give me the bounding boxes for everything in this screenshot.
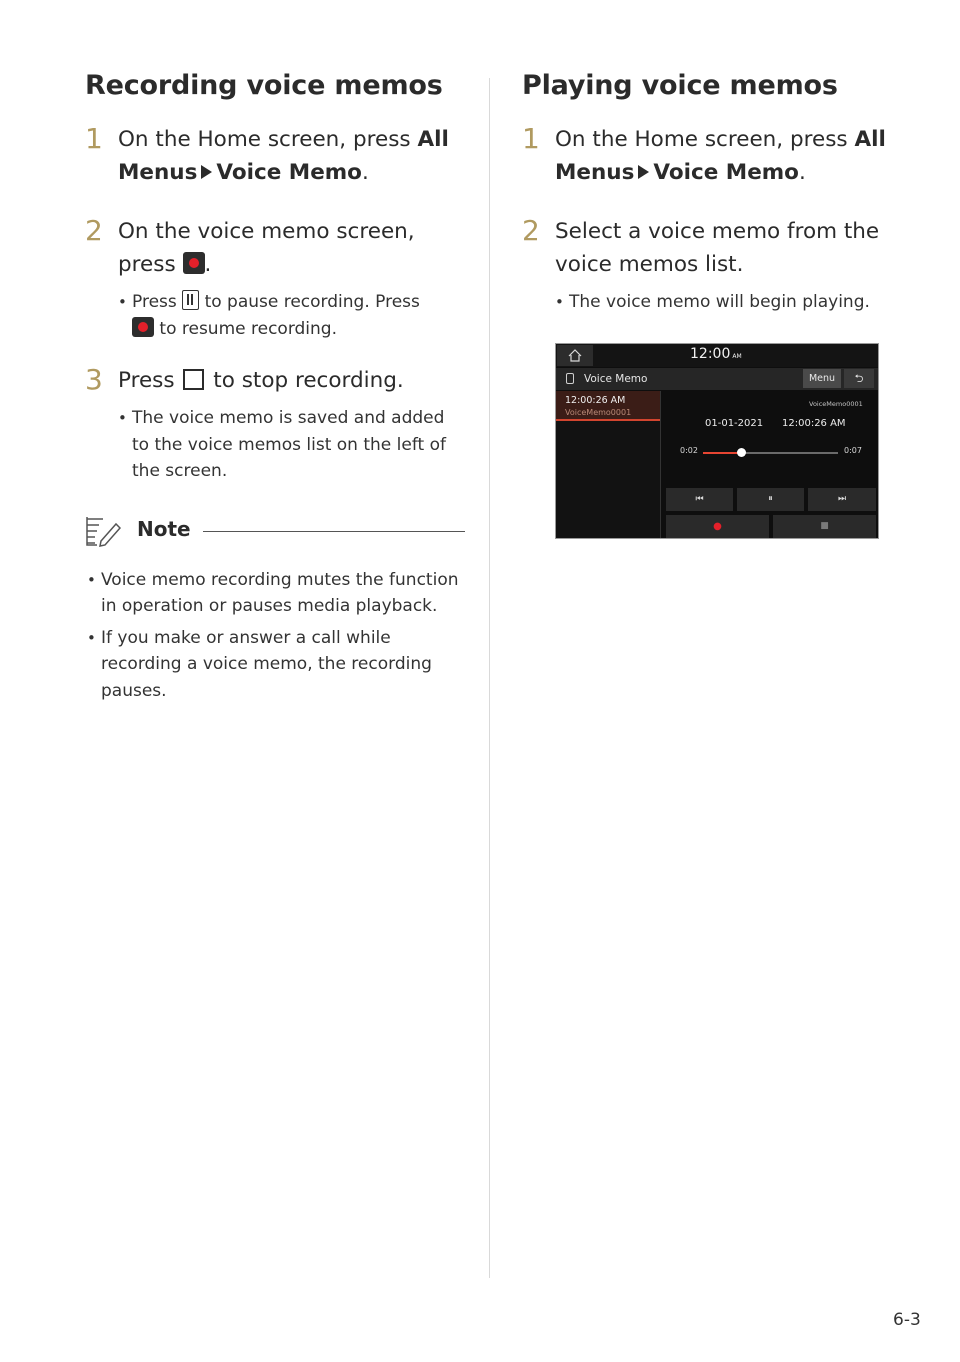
bullet-text: to resume recording. [159,318,338,339]
recording-step-2 [85,215,460,281]
memo-time: 12:00:26 AM [565,395,626,406]
step-number: 2 [522,214,540,247]
menu-path-menus: Menus [118,160,198,185]
progress-fill [703,452,741,454]
clock-time: 12:00 [690,346,731,362]
total-time: 0:07 [844,446,862,455]
title-bar [556,368,878,390]
clock [690,346,742,362]
pause-icon [182,290,199,310]
record-icon [183,252,205,274]
status-bar [556,344,878,367]
note-header [85,515,460,549]
list-item: • If you make or answer a call while recording a voice memo, the recording pauses. [85,625,460,705]
punctuation: . [798,160,806,185]
recording-step-2-bullets [85,289,460,342]
note-pencil-icon [85,515,121,547]
section-title-recording: Recording voice memos [85,70,443,101]
screen-title: Voice Memo [584,373,648,385]
progress-bar[interactable] [703,452,838,454]
punctuation: . [204,252,212,277]
stop-icon: ■ [820,521,829,531]
step-text: On the Home screen, press [555,127,855,152]
section-title-playing: Playing voice memos [522,70,838,101]
page-number: 6-3 [893,1310,921,1330]
step-text: On the voice memo screen, [118,219,415,244]
record-icon [132,317,154,337]
note-rule [203,531,465,532]
playing-step-2 [522,215,892,281]
menu-path-voice-memo: Voice Memo [216,160,362,185]
pause-icon: ⏸ [768,494,773,504]
next-icon: ⏭ [837,494,847,504]
memo-date: 01-01-2021 [705,418,764,429]
step-text: press [118,252,176,277]
step-text: to stop recording. [213,368,404,393]
step-number: 3 [85,363,103,396]
playing-step-2-bullets [522,289,892,316]
bullet-text: Press [132,292,177,312]
clock-suffix: AM [732,353,742,360]
recording-step-3 [85,364,460,397]
pause-button[interactable] [737,488,804,511]
voice-memo-icon [566,373,574,384]
back-button[interactable] [844,369,874,388]
previous-button[interactable] [666,488,733,511]
record-icon: ● [713,521,722,532]
record-button[interactable] [666,515,769,538]
recording-section [85,70,460,704]
arrow-right-icon [201,165,212,179]
playing-step-1 [522,123,892,189]
previous-icon: ⏮ [695,494,704,504]
back-arrow-icon: ⮌ [854,372,864,385]
step-text: Press [118,368,175,393]
memo-list [556,391,661,538]
memo-list-item[interactable] [556,391,660,421]
progress-handle[interactable] [737,448,746,457]
list-item [85,289,460,342]
menu-path-all: All [854,127,886,152]
memo-name: VoiceMemo0001 [565,408,632,417]
playing-file-name: VoiceMemo0001 [809,400,863,408]
arrow-right-icon [638,165,649,179]
stop-button[interactable] [773,515,876,538]
step-number: 1 [85,122,103,155]
menu-path-menus: Menus [555,160,635,185]
home-button[interactable] [557,345,593,366]
memo-timestamp: 12:00:26 AM [782,418,846,429]
step-text: Select a voice memo from the voice memos list. [555,219,880,277]
column-divider [489,78,490,1278]
list-item: • Voice memo recording mutes the function in operation or pauses media playback. [85,567,460,620]
punctuation: . [361,160,369,185]
list-item: • The voice memo is saved and added to the voice memos list on the left of the screen. [85,405,460,485]
step-number: 1 [522,122,540,155]
bullet-text: to pause recording. Press [204,292,420,312]
stop-icon [183,369,204,390]
menu-path-all: All [417,127,449,152]
list-item: • The voice memo will begin playing. [522,289,892,316]
menu-button[interactable]: Menu [803,369,841,388]
menu-path-voice-memo: Voice Memo [653,160,799,185]
note-list [85,567,460,705]
recording-step-1 [85,123,460,189]
step-text: On the Home screen, press [118,127,418,152]
next-button[interactable] [808,488,876,511]
elapsed-time: 0:02 [680,446,698,455]
note-label: Note [137,516,191,541]
recording-step-3-bullets [85,405,460,485]
voice-memo-screenshot [555,343,879,539]
step-number: 2 [85,214,103,247]
playing-section [522,70,892,316]
home-icon [557,345,593,366]
